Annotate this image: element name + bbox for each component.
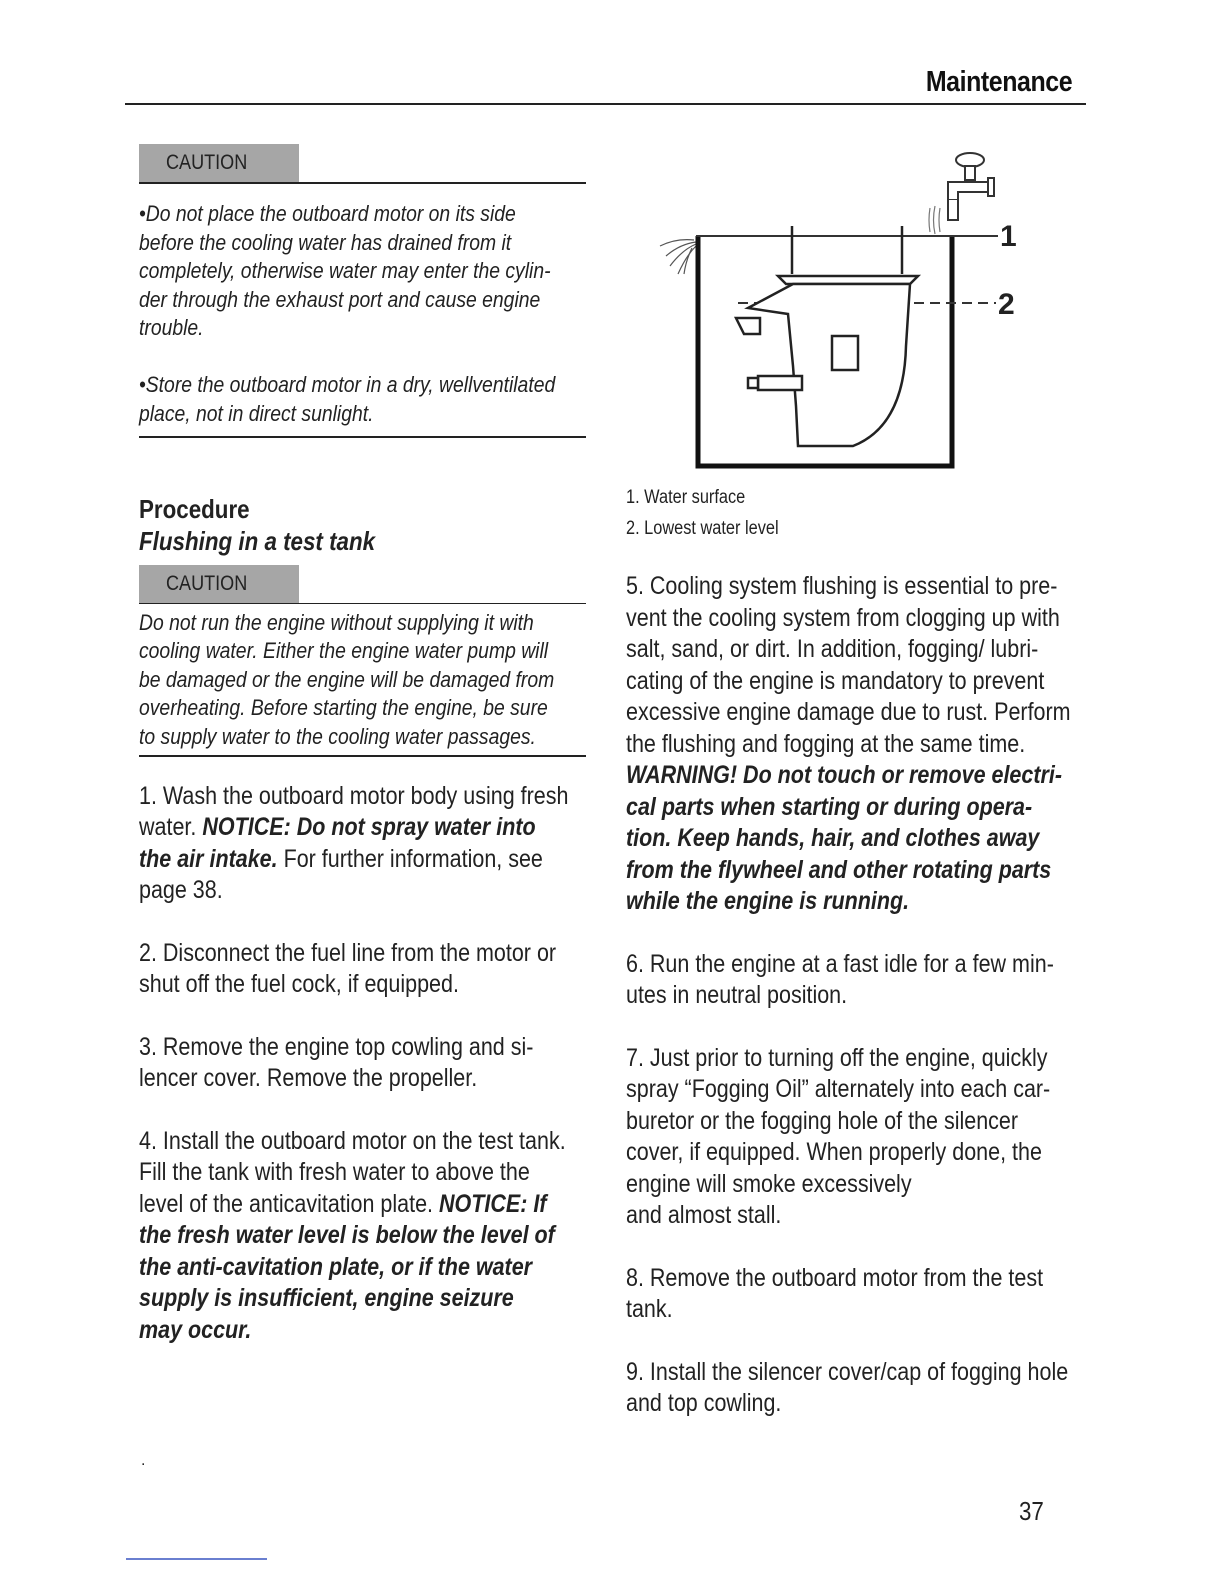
text-line: 9. Install the silencer cover/cap of fogging hole xyxy=(626,1357,1069,1386)
warning-text: tion. Keep hands, hair, and clothes away xyxy=(626,824,1040,852)
text-line: and top cowling. xyxy=(626,1389,782,1417)
caution-2-text xyxy=(139,609,587,752)
caution-box-2 xyxy=(139,563,587,605)
text-line: 7. Just prior to turning off the engine, quickly xyxy=(626,1043,1048,1072)
text-line: 8. Remove the outboard motor from the test xyxy=(626,1263,1044,1292)
procedure-subheading: Flushing in a test tank xyxy=(139,525,376,556)
text-line: •Do not place the outboard motor on its side xyxy=(139,201,516,226)
warning-text: cal parts when starting or during opera- xyxy=(626,792,1033,821)
text-line: •Store the outboard motor in a dry, wellventilated xyxy=(139,372,556,397)
caution-tag-2 xyxy=(139,565,299,603)
water-stream-icon xyxy=(929,206,940,234)
notice-text: supply is insufficient, engine seizure xyxy=(139,1284,514,1312)
text-run: level of the anticavitation plate. xyxy=(139,1189,439,1218)
notice-text: may occur. xyxy=(139,1315,252,1344)
text-line: lencer cover. Remove the propeller. xyxy=(139,1064,478,1092)
text-line: 2. Disconnect the fuel line from the motor or xyxy=(139,938,557,967)
caution-rule-bottom-1 xyxy=(139,436,586,438)
text-line: engine will smoke excessively xyxy=(626,1169,912,1198)
text-line: overheating. Before starting the engine, be sure xyxy=(139,695,548,720)
text-line: be damaged or the engine will be damaged from xyxy=(139,666,555,692)
text-line: der through the exhaust port and cause engine xyxy=(139,286,541,312)
text-line: spray “Fogging Oil” alternately into each car- xyxy=(626,1075,1051,1103)
text-line: 3. Remove the engine top cowling and si- xyxy=(139,1032,534,1061)
text-line: 1. Wash the outboard motor body using fresh xyxy=(139,781,569,810)
text-line: to supply water to the cooling water passages. xyxy=(139,723,536,749)
caption-line: 1. Water surface xyxy=(626,487,746,508)
text-run: water. xyxy=(139,813,203,841)
step-4 xyxy=(139,1126,587,1347)
text-line: cover, if equipped. When properly done, the xyxy=(626,1138,1042,1166)
notice-text: NOTICE: Do not spray water into xyxy=(202,813,536,841)
text-line: buretor or the fogging hole of the silencer xyxy=(626,1106,1019,1135)
footer-link-line xyxy=(126,1558,267,1560)
text-line: excessive engine damage due to rust. Perform xyxy=(626,698,1071,726)
text-line: the flushing and fogging at the same time. xyxy=(626,729,1026,758)
procedure-heading-block xyxy=(139,493,587,557)
notice-text: the fresh water level is below the level of xyxy=(139,1221,555,1249)
notice-text: NOTICE: If xyxy=(438,1189,547,1218)
caution-tag-1 xyxy=(139,144,299,182)
text-run: For further information, see xyxy=(277,844,543,873)
page-number-text: 37 xyxy=(1019,1496,1044,1526)
test-tank-figure xyxy=(648,146,1028,476)
text-line: and almost stall. xyxy=(626,1201,782,1229)
step-3 xyxy=(139,1032,587,1095)
text-line: cooling water. Either the engine water pump will xyxy=(139,638,549,663)
caption-line: 2. Lowest water level xyxy=(626,518,779,539)
text-line: 4. Install the outboard motor on the test tank. xyxy=(139,1126,566,1155)
text-line: tank. xyxy=(626,1295,673,1323)
page-number xyxy=(1019,1496,1048,1527)
text-line: vent the cooling system from clogging up with xyxy=(626,603,1060,632)
caution-rule-top-2 xyxy=(139,603,586,605)
stray-dot: . xyxy=(141,1452,146,1469)
overflow-splash-icon xyxy=(660,240,696,274)
text-line: 5. Cooling system flushing is essential to pre- xyxy=(626,572,1058,600)
text-line: shut off the fuel cock, if equipped. xyxy=(139,970,459,998)
text-line: page 38. xyxy=(139,876,223,904)
caution-box-1 xyxy=(139,142,587,184)
step-1 xyxy=(139,781,587,907)
step-6 xyxy=(626,949,1076,1012)
text-line: trouble. xyxy=(139,315,204,340)
caution-tag-label: CAUTION xyxy=(166,151,248,174)
caution-tag-label: CAUTION xyxy=(166,571,248,595)
notice-text: the air intake. xyxy=(139,844,278,873)
step-8 xyxy=(626,1263,1076,1326)
warning-text: WARNING! Do not touch or remove electri- xyxy=(626,761,1063,789)
procedure-heading: Procedure xyxy=(139,493,250,524)
section-title: Maintenance xyxy=(925,66,1072,98)
text-line: Fill the tank with fresh water to above the xyxy=(139,1158,530,1186)
text-line: cating of the engine is mandatory to prevent xyxy=(626,666,1045,695)
step-7 xyxy=(626,1043,1076,1232)
text-line: utes in neutral position. xyxy=(626,981,848,1009)
outboard-motor-lower-unit xyxy=(736,226,918,446)
caution-rule-top-1 xyxy=(139,182,586,184)
step-2 xyxy=(139,938,587,1001)
caution-1-text xyxy=(139,200,587,428)
text-line: salt, sand, or dirt. In addition, fogging/ lubri- xyxy=(626,635,1039,663)
caution-rule-bottom-2 xyxy=(139,755,586,757)
step-5 xyxy=(626,571,1076,918)
left-column xyxy=(139,142,587,1346)
header-rule xyxy=(125,103,1086,105)
callout-2 xyxy=(998,288,1015,321)
text-line: place, not in direct sunlight. xyxy=(139,400,374,426)
text-line: completely, otherwise water may enter the cylin- xyxy=(139,258,551,283)
step-9 xyxy=(626,1357,1076,1420)
warning-text: while the engine is running. xyxy=(626,887,910,915)
callout-1-number: 1 xyxy=(1000,220,1017,253)
text-line: before the cooling water has drained from it xyxy=(139,229,512,255)
figure-captions xyxy=(626,482,1076,544)
callout-2-number: 2 xyxy=(998,288,1015,321)
text-line: 6. Run the engine at a fast idle for a few min- xyxy=(626,949,1054,978)
callout-1 xyxy=(960,220,1017,253)
text-line: Do not run the engine without supplying it with xyxy=(139,609,534,635)
right-column xyxy=(626,482,1076,1420)
faucet-icon xyxy=(948,153,994,220)
notice-text: the anti-cavitation plate, or if the water xyxy=(139,1252,533,1281)
warning-text: from the flywheel and other rotating parts xyxy=(626,855,1052,884)
